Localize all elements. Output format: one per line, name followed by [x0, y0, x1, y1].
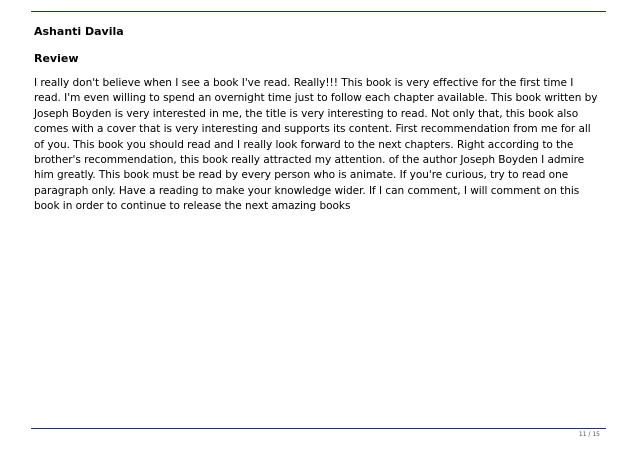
bottom-divider	[31, 428, 606, 429]
section-title: Review	[34, 52, 79, 65]
page-content	[34, 25, 602, 215]
page-number: 11 / 15	[578, 431, 600, 438]
review-text: I really don't believe when I see a book I've read. Really!!! This book is very effective for the first time I read. I'm even willing to spend an overnight time just to follow each chapter available. This book written by Joseph Boyden is very interested in me, the title is very interesting to read. Not only that, this book also comes with a cover that is very interesting and supports its content. First recommendation from me for all of you. This book you should read and I really look forward to the next chapters. Right according to the brother's recommendation, this book really attracted my attention. of the author Joseph Boyden I admire him greatly. This book must be read by every person who is animate. If you're curious, try to read one paragraph only. Have a reading to make your knowledge wider. If I can comment, I will comment on this book in order to continue to release the next amazing books	[34, 77, 598, 213]
top-divider	[31, 11, 606, 12]
author-name: Ashanti Davila	[34, 25, 124, 38]
